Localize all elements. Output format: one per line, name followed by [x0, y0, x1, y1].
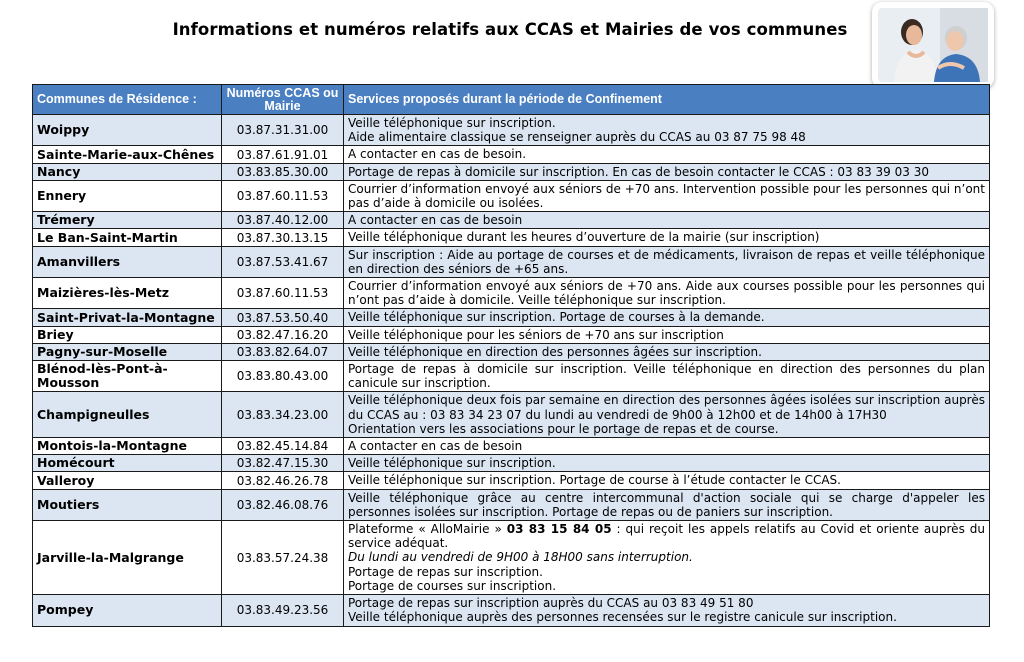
service-text: Plateforme « AlloMairie »: [348, 522, 507, 537]
service-text: : qui reçoit les appels relatifs au Covid et oriente auprès du service adéquat.: [348, 522, 985, 551]
commune-cell: Blénod-lès-Pont-à-Mousson: [33, 361, 222, 392]
table-row: [33, 115, 990, 146]
service-line: Veille téléphonique sur inscription. Portage de courses à la demande.: [348, 310, 765, 325]
elderly-care-photo: [872, 2, 994, 88]
phone-cell: 03.87.60.11.53: [222, 180, 344, 211]
services-cell: [344, 438, 990, 455]
phone-cell: 03.82.46.08.76: [222, 489, 344, 520]
table-row: [33, 309, 990, 326]
service-line: A contacter en cas de besoin: [348, 439, 523, 454]
services-cell: [344, 246, 990, 277]
phone-cell: 03.82.47.15.30: [222, 455, 344, 472]
commune-cell: Montois-la-Montagne: [33, 438, 222, 455]
phone-cell: 03.87.40.12.00: [222, 212, 344, 229]
service-line: [348, 522, 985, 550]
service-line: Du lundi au vendredi de 9H00 à 18H00 sans interruption.: [348, 550, 693, 565]
commune-cell: Champigneulles: [33, 392, 222, 438]
service-line: Veille téléphonique grâce au centre intercommunal d'action sociale qui se charge d'appeler les personnes isolées sur inscription. Portage de repas ou de paniers sur inscription.: [348, 490, 985, 519]
phone-cell: 03.83.85.30.00: [222, 163, 344, 180]
phone-cell: 03.83.34.23.00: [222, 392, 344, 438]
table-row: [33, 455, 990, 472]
service-line: Courrier d’information envoyé aux séniors de +70 ans. Aide aux courses possible pour les personnes qui n’ont pas d’aide à domicile. Veille téléphonique sur inscription.: [348, 279, 985, 308]
commune-cell: Amanvillers: [33, 246, 222, 277]
service-line: Portage de repas à domicile sur inscription. Veille téléphonique en direction des personnes du plan canicule sur inscription.: [348, 362, 985, 391]
service-line: Sur inscription : Aide au portage de courses et de médicaments, livraison de repas et veille téléphonique en direction des séniors de +65 ans.: [348, 247, 985, 276]
table-row: [33, 163, 990, 180]
phone-cell: 03.82.45.14.84: [222, 438, 344, 455]
services-cell: [344, 455, 990, 472]
table-row: [33, 212, 990, 229]
commune-cell: Nancy: [33, 163, 222, 180]
service-line: Portage de repas à domicile sur inscription. En cas de besoin contacter le CCAS : 03 83 39 03 30: [348, 164, 929, 179]
table-row: [33, 472, 990, 489]
commune-cell: Valleroy: [33, 472, 222, 489]
ccas-table: [32, 84, 990, 627]
commune-cell: Jarville-la-Malgrange: [33, 521, 222, 595]
phone-cell: 03.83.57.24.38: [222, 521, 344, 595]
table-row: [33, 326, 990, 343]
commune-cell: Pompey: [33, 595, 222, 626]
service-line: Veille téléphonique pour les séniors de +70 ans sur inscription: [348, 327, 724, 342]
services-cell: [344, 392, 990, 438]
table-row: [33, 278, 990, 309]
phone-cell: 03.87.31.31.00: [222, 115, 344, 146]
table-row: [33, 180, 990, 211]
table-header-row: [33, 85, 990, 115]
table-row: [33, 392, 990, 438]
phone-cell: 03.87.61.91.01: [222, 146, 344, 163]
table-row: [33, 229, 990, 246]
services-cell: [344, 212, 990, 229]
services-cell: [344, 326, 990, 343]
commune-cell: Saint-Privat-la-Montagne: [33, 309, 222, 326]
service-line: Orientation vers les associations pour le portage de repas et de course.: [348, 421, 779, 436]
service-line: Courrier d’information envoyé aux séniors de +70 ans. Intervention possible pour les personnes qui n’ont pas d’aide à domicile ou isolées.: [348, 181, 985, 211]
phone-cell: 03.83.80.43.00: [222, 361, 344, 392]
services-cell: [344, 229, 990, 246]
allomairie-number: 03 83 15 84 05: [506, 522, 612, 537]
services-cell: [344, 146, 990, 163]
table-row: [33, 246, 990, 277]
service-line: Aide alimentaire classique se renseigner auprès du CCAS au 03 87 75 98 48: [348, 130, 806, 145]
table-row: [33, 361, 990, 392]
services-cell: [344, 163, 990, 180]
table-row: [33, 343, 990, 360]
services-cell: [344, 472, 990, 489]
service-line: Portage de courses sur inscription.: [348, 578, 557, 593]
service-line: Portage de repas sur inscription auprès du CCAS au 03 83 49 51 80: [348, 596, 754, 611]
services-cell: [344, 343, 990, 360]
services-cell: [344, 309, 990, 326]
commune-cell: Homécourt: [33, 455, 222, 472]
phone-cell: 03.87.53.50.40: [222, 309, 344, 326]
services-cell: [344, 361, 990, 392]
service-line: A contacter en cas de besoin: [348, 213, 523, 228]
table-row: [33, 489, 990, 520]
commune-cell: Woippy: [33, 115, 222, 146]
table-body: [33, 115, 990, 627]
service-line: Veille téléphonique sur inscription.: [348, 456, 556, 471]
service-line: Veille téléphonique en direction des personnes âgées sur inscription.: [348, 344, 762, 359]
header-services: Services proposés durant la période de Confinement: [344, 85, 990, 115]
phone-cell: 03.87.53.41.67: [222, 246, 344, 277]
page-title: Informations et numéros relatifs aux CCAS et Mairies de vos communes: [172, 20, 848, 39]
services-cell: [344, 115, 990, 146]
service-line: Veille téléphonique sur inscription.: [348, 116, 556, 130]
phone-cell: 03.87.30.13.15: [222, 229, 344, 246]
table-row: [33, 521, 990, 595]
service-line: Veille téléphonique sur inscription. Portage de course à l’étude contacter le CCAS.: [348, 473, 841, 488]
table-row: [33, 438, 990, 455]
service-line: Veille téléphonique deux fois par semaine en direction des personnes âgées isolées sur inscription auprès du CCAS au : 03 83 34 23 07 du lundi au vendredi de 9h00 à 12h00 et de 14h00 à 17H30: [348, 393, 985, 422]
commune-cell: Maizières-lès-Metz: [33, 278, 222, 309]
phone-cell: 03.83.49.23.56: [222, 595, 344, 626]
services-cell: [344, 521, 990, 595]
header-phone: Numéros CCAS ou Mairie: [222, 85, 344, 115]
header-commune: Communes de Résidence :: [33, 85, 222, 115]
commune-cell: Trémery: [33, 212, 222, 229]
service-line: Veille téléphonique durant les heures d’ouverture de la mairie (sur inscription): [348, 230, 820, 245]
services-cell: [344, 180, 990, 211]
commune-cell: Pagny-sur-Moselle: [33, 343, 222, 360]
phone-cell: 03.83.82.64.07: [222, 343, 344, 360]
commune-cell: Le Ban-Saint-Martin: [33, 229, 222, 246]
phone-cell: 03.82.47.16.20: [222, 326, 344, 343]
commune-cell: Moutiers: [33, 489, 222, 520]
commune-cell: Sainte-Marie-aux-Chênes: [33, 146, 222, 163]
services-cell: [344, 278, 990, 309]
photo-illustration: [878, 8, 988, 82]
service-line: Portage de repas sur inscription.: [348, 564, 543, 579]
services-cell: [344, 595, 990, 626]
commune-cell: Briey: [33, 326, 222, 343]
table-row: [33, 595, 990, 626]
phone-cell: 03.82.46.26.78: [222, 472, 344, 489]
commune-cell: Ennery: [33, 180, 222, 211]
services-cell: [344, 489, 990, 520]
service-line: Veille téléphonique auprès des personnes recensées sur le registre canicule sur inscription.: [348, 610, 897, 625]
phone-cell: 03.87.60.11.53: [222, 278, 344, 309]
service-line: A contacter en cas de besoin.: [348, 147, 527, 162]
table-row: [33, 146, 990, 163]
